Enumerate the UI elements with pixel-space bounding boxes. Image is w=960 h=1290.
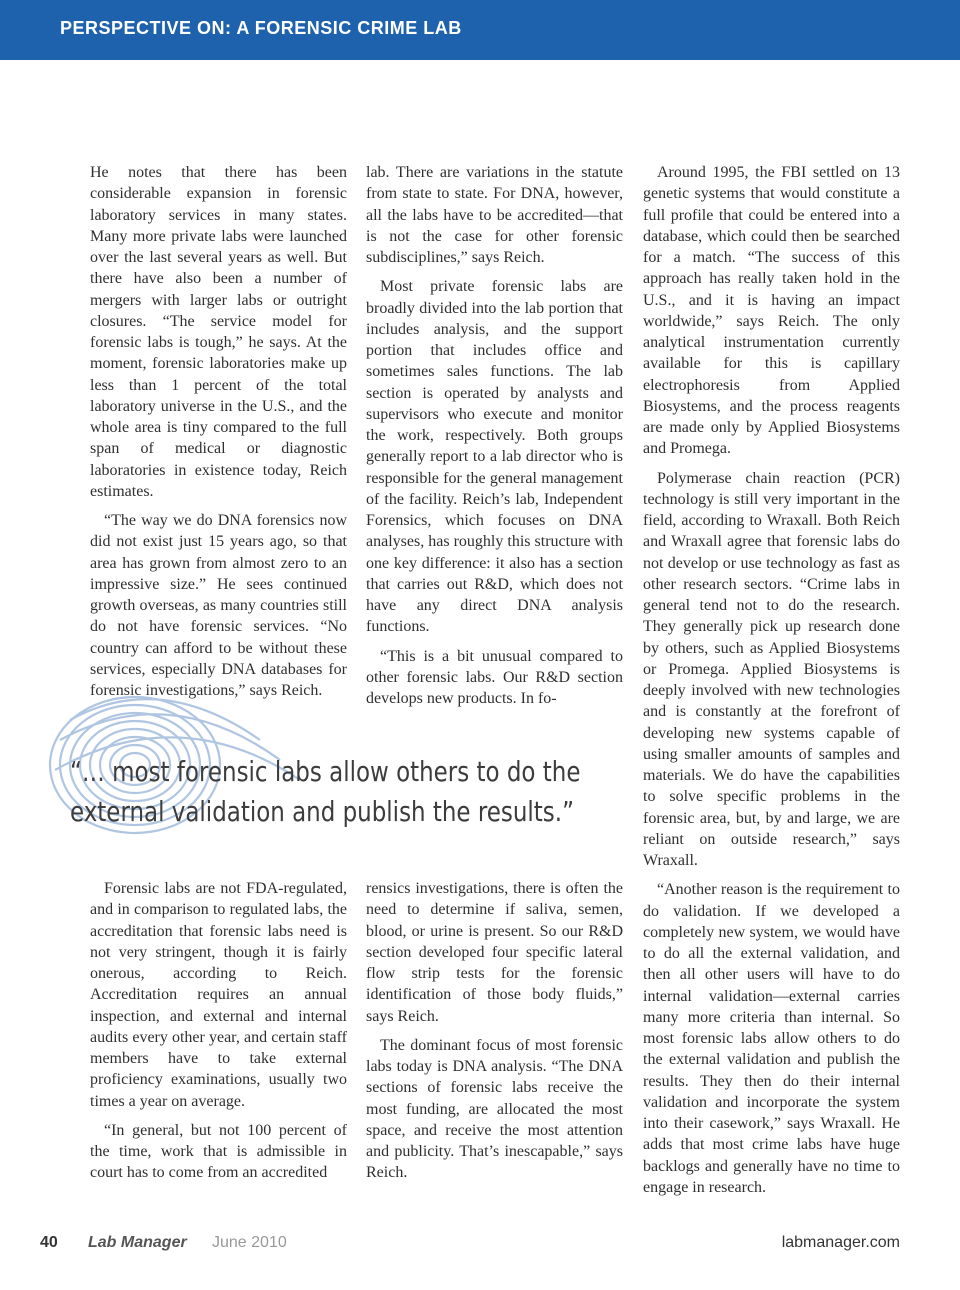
pull-quote [70,752,581,832]
paragraph: “The way we do DNA forensics now did not exist just 15 years ago, so that area has grown from almost zero to an impressive size.” He sees continued growth overseas, as many countries still do not have forensic services. “No country can afford to be without these services, especially DNA databases for forensic investigations,” says Reich. [90,512,347,699]
column-top-2 [366,162,623,717]
column-bottom-2 [366,878,623,1192]
paragraph: “In general, but not 100 percent of the time, work that is admissible in court has to come from an accredited [90,1121,347,1182]
paragraph: “This is a bit unusual compared to other forensic labs. Our R&D section develops new products. In fo- [366,647,623,707]
pull-quote-line: external validation and publish the results.” [70,795,574,828]
paragraph: rensics investigations, there is often the need to determine if saliva, semen, blood, or urine is present. So our R&D section developed four specific lateral flow strip tests for the forensic identification of those body fluids,” says Reich. [366,880,623,1025]
column-top-1 [90,162,347,709]
section-title: PERSPECTIVE ON: A FORENSIC CRIME LAB [60,18,462,38]
paragraph: Polymerase chain reaction (PCR) technology is still very important in the field, according to Wraxall. Both Reich and Wraxall agree that forensic labs do not develop or use technology as fast as other research sectors. “Crime labs in general tend not to do the research. They generally pick up research done by others, such as Applied Biosystems or Promega. Applied Biosystems is deeply involved with new technologies and is constantly at the forefront of developing new systems capable of using smaller amounts of samples and materials. We do have the capabilities to solve specific problems in the forensic area, but, by and large, we are reliant on outside research,” says Wraxall. [643,469,900,869]
page-number: 40 [40,1234,58,1251]
paragraph: He notes that there has been considerable expansion in forensic laboratory services in many states. Many more private labs were launched over the last several years as well. But there have also been a number of mergers with larger labs or outright closures. “The service model for forensic labs is tough,” he says. At the moment, forensic laboratories make up less than 1 percent of the total laboratory universe in the U.S., and the whole area is tiny compared to the full span of medical or diagnostic laboratories in existence today, Reich estimates. [90,164,347,500]
paragraph: “Another reason is the requirement to do validation. If we developed a completely new system, we would have to do all the external validation, and then all other users will have to do internal validation—external carries many more criteria than internal. So most forensic labs allow others to do the external validation and publish the results. They then do their internal validation and incorporate the system into their casework,” says Wraxall. He adds that most crime labs have huge backlogs and generally have no time to engage in research. [643,881,900,1196]
issue-date: June 2010 [212,1234,287,1251]
paragraph: The dominant focus of most forensic labs today is DNA analysis. “The DNA sections of forensic labs receive the most funding, are allocated the most space, and receive the most attention and publicity. That’s inescapable,” says Reich. [366,1036,623,1182]
magazine-name: Lab Manager [88,1234,187,1251]
pull-quote-line: “… most forensic labs allow others to do the [70,755,581,788]
paragraph: lab. There are variations in the statute from state to state. For DNA, however, all the labs have to be accredited—that is not the case for other forensic subdisciplines,” says Reich. [366,164,623,266]
footer [0,1230,960,1260]
paragraph: Around 1995, the FBI settled on 13 genetic systems that would constitute a full profile that could be entered into a database, which could then be searched for a match. “The success of this approach has really taken hold in the U.S., and it is having an impact worldwide,” says Reich. The only analytical instrumentation currently available for this is capillary electrophoresis from Applied Biosystems, and the process reagents are made only by Applied Biosystems and Promega. [643,164,900,458]
column-right [643,162,900,1206]
column-bottom-1 [90,878,347,1192]
header-bar [0,0,960,60]
website-link[interactable]: labmanager.com [781,1234,900,1251]
paragraph: Forensic labs are not FDA-regulated, and in comparison to regulated labs, the accreditation that forensic labs need is not very stringent, though it is fairly onerous, according to Reich. Accreditation requires an annual inspection, and external and internal audits every other year, and certain staff members have to take external proficiency examinations, usually two times a year on average. [90,880,347,1110]
paragraph: Most private forensic labs are broadly divided into the lab portion that includes analysis, and the support portion that includes office and sometimes sales functions. The lab section is operated by analysts and supervisors who execute and monitor the work, respectively. Both groups generally report to a lab director who is responsible for the general management of the facility. Reich’s lab, Independent Forensics, which focuses on DNA analyses, has roughly this structure with one key difference: it also has a section that carries out R&D, which does not have any direct DNA analysis functions. [366,278,623,636]
